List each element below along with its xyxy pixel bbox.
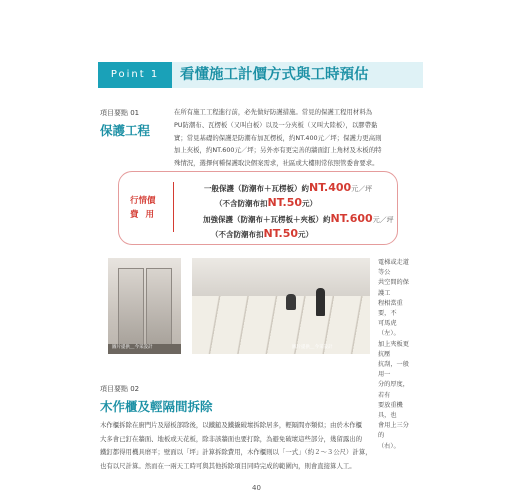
paragraph-line: 也有以尺計算。然而在一兩天工時可與其他拆除項目同時完成的範圍內，則會直接算人工。	[100, 461, 356, 470]
caption-line: 會用上三分的	[378, 422, 409, 440]
caption-line: 電梯或走道等公	[378, 259, 409, 277]
section-title: 保護工程	[100, 123, 151, 138]
elevator-door-right	[146, 268, 172, 346]
paragraph-line: 殊情況，選擇何種保護取決個案需求，社區或大樓則常依照管委會要求。	[174, 159, 379, 168]
caption-line: 要放重機具，也	[378, 401, 403, 420]
caption-line: 加上夾板更抗壓	[378, 340, 409, 358]
page-number: 40	[252, 484, 261, 492]
price-divider	[173, 182, 174, 232]
caption-line: 可馬虎（左）。	[378, 320, 400, 338]
paragraph-line: 實；常見基礎的保護是防潮布加瓦楞板，約NT.400元／坪；保護力更高則	[174, 133, 382, 142]
paragraph-line: 加上夾板，約NT.600元／坪；另外亦有更完善的牆面釘上角材及木板的特	[174, 146, 382, 155]
price-value: NT.600	[330, 212, 373, 225]
page-title: 看懂施工計價方式與工時預估	[180, 67, 369, 83]
price-box-label: 行情價	[130, 196, 156, 206]
price-line-standard	[204, 181, 372, 194]
caption-line: 分的厚度，若有	[378, 381, 409, 399]
price-prefix: 一般保護（防潮布＋瓦楞板）約	[204, 184, 309, 193]
point-label: Point 1	[98, 62, 172, 88]
price-prefix: 加強保護（防潮布＋瓦楞板＋夾板）約	[203, 215, 331, 224]
protected-floor	[192, 296, 370, 354]
price-line-deduction	[211, 227, 313, 240]
paragraph-line: 大多會已釘在牆面、地板或天花板，除非該牆面也要打除，為避免破壞這些部分，幾留露出的	[100, 434, 363, 443]
price-unit: 元）	[302, 199, 318, 208]
price-line-deduction	[215, 196, 317, 209]
caption-line: 程相當重要，不	[378, 299, 403, 318]
price-prefix: （不含防潮布扣	[215, 199, 268, 208]
floor-protection-photo	[192, 258, 370, 354]
price-value: NT.400	[309, 181, 352, 194]
caption-line: 共空間的保護工	[378, 279, 409, 297]
price-value: NT.50	[267, 196, 303, 209]
section-paragraph	[174, 106, 414, 170]
price-unit: 元）	[298, 230, 314, 239]
photo-credit: 圖片提供＿今采設計	[112, 345, 153, 350]
price-unit: 元／坪	[372, 216, 394, 224]
price-value: NT.50	[263, 227, 299, 240]
paragraph-line: 在所有施工工程進行前，必先做好防護措施。常見的保護工程用材料為	[174, 108, 373, 116]
room-wall	[192, 258, 370, 296]
elevator-door-left	[118, 268, 144, 346]
paragraph-line: PU防潮布、瓦楞板（又叫白板）以及一分夾板（又叫大陸板），以膠帶黏	[174, 120, 378, 129]
price-box-label: 費 用	[130, 210, 156, 220]
worker-figure	[316, 288, 325, 316]
caption-line: 抗刮，一般用一	[378, 361, 409, 379]
photo-credit: 圖片提供＿今采設計	[292, 345, 333, 350]
section-title: 木作櫃及輕隔間拆除	[100, 399, 213, 414]
caption-line: （右）。	[378, 442, 400, 450]
worker-figure	[286, 294, 296, 310]
section-paragraph	[100, 419, 416, 473]
section-number: 項目要點 01	[100, 109, 140, 117]
paragraph-line: 鐵釘都得用機具磨平；壁面以「坪」計算拆除費用，木作櫃則以「一式」（約２～３公尺）計算，	[100, 448, 372, 457]
price-unit: 元／坪	[351, 185, 373, 193]
section-number: 項目要點 02	[100, 385, 140, 393]
elevator-photo	[108, 258, 181, 354]
price-prefix: （不含防潮布扣	[211, 230, 264, 239]
price-line-enhanced	[203, 212, 394, 225]
paragraph-line: 木作櫃拆除在廚門片及層板部除後，以鐵鎚及鐵撬破壞拆除居多，輕隔間亦類似；由於木作櫃	[100, 421, 363, 429]
